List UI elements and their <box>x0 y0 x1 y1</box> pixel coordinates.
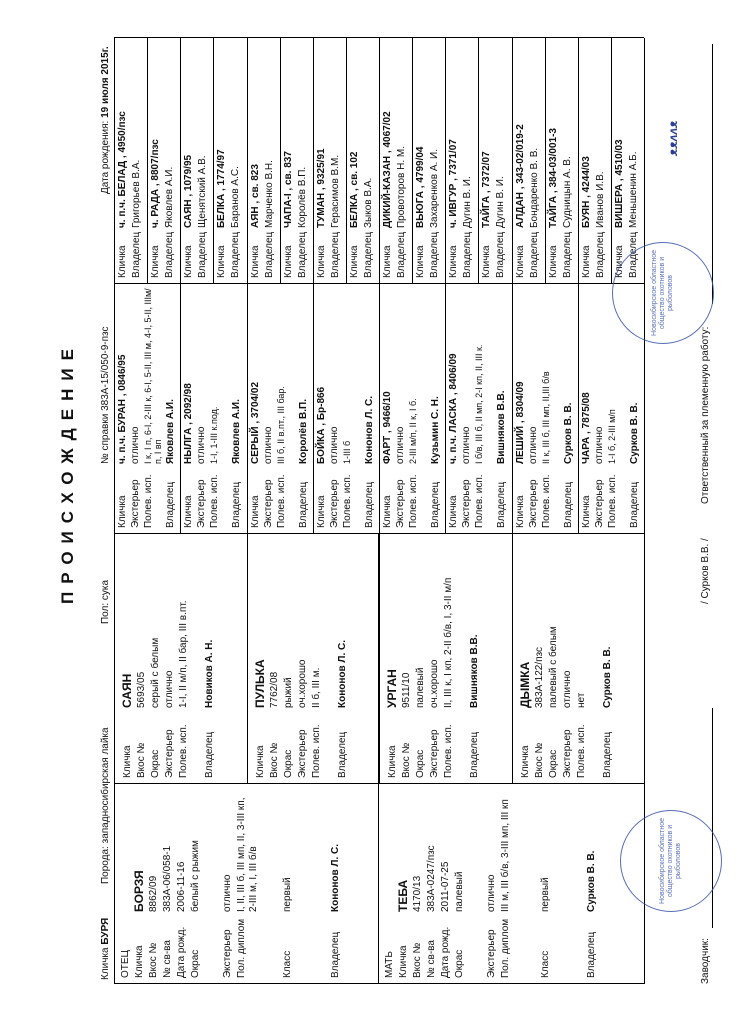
g2-exterior-label: Экстерьер <box>164 729 175 778</box>
g3-name: ч. п.ч. ЛАСКА , 8406/09 <box>448 353 460 464</box>
father-owner-label: Владелец <box>330 931 341 978</box>
g2-exterior: отлично <box>164 670 175 708</box>
g3-exterior: отлично <box>196 426 208 464</box>
g4-owner-label: Владелец <box>528 231 540 278</box>
g3-exterior-label: Экстерьер <box>328 479 340 528</box>
g3-field-label: Полев. исп. <box>606 474 618 528</box>
g4-owner-label: Владелец <box>495 231 507 278</box>
g2-vkos-label: Вкос № <box>268 742 280 778</box>
g4-name: ВЬЮГА , 4799/04 <box>415 146 427 228</box>
dog-name-row <box>100 918 112 980</box>
certificate-value: 383А-15/050-9-пзс <box>100 326 111 411</box>
father-diploma-label: Пол. диплом <box>236 918 247 978</box>
g4-name: АЯН , св. 823 <box>249 164 261 228</box>
mother-role: МАТЬ <box>384 951 395 978</box>
g2-name: ДЫМКА <box>517 661 532 708</box>
row-divider <box>180 38 181 284</box>
row-divider <box>578 38 579 284</box>
g2-field: II, III к, I кп, 2-II б/в, I, 3-II м/п <box>443 577 454 708</box>
father-color-label: Окрас <box>190 949 201 978</box>
g3-name-label: Кличка <box>249 495 261 528</box>
g4-name-label: Кличка <box>249 245 261 278</box>
g4-owner: Зыков В.А. <box>362 177 374 228</box>
certificate-row <box>100 327 112 465</box>
father-color: белый с рыжим <box>190 840 201 912</box>
mother-sv: 383А-0247/пзс <box>426 845 437 912</box>
g3-exterior: отлично <box>395 426 406 464</box>
g2-vkos-label: Вкос № <box>533 742 545 778</box>
birth-value: 19 июля 2015г. <box>100 46 111 118</box>
g4-owner-label: Владелец <box>462 231 474 278</box>
birth-label: Дата рождения: <box>100 120 111 194</box>
g3-field-label: Полев. исп. <box>408 474 419 528</box>
g3-exterior-label: Экстерьер <box>196 479 208 528</box>
g2-owner: Новиков А. Н. <box>204 639 215 708</box>
g2-name: ПУЛЬКА <box>252 659 267 708</box>
g3-exterior: отлично <box>328 426 340 464</box>
g2-field: II б, III м. <box>310 667 322 708</box>
g3-name: ФАРТ , 9466/10 <box>382 391 393 464</box>
g4-owner-label: Владелец <box>296 231 308 278</box>
father-exterior-label: Экстерьер <box>222 929 233 978</box>
mother-sv-label: № св-ва <box>426 940 437 978</box>
g3-field: 1-I, 1-III к.под. <box>209 406 220 464</box>
g4-owner: Захаренков А. И. <box>429 148 441 228</box>
father-vkos: 8862/09 <box>148 875 159 912</box>
page-title: ПРОИСХОЖДЕНИЕ <box>58 341 77 604</box>
g2-name: САЯН <box>120 673 134 708</box>
mother-color: палевый <box>454 871 465 912</box>
g4-name: ТУМАН , 9325/91 <box>315 148 327 228</box>
father-vkos-label: Вкос № <box>148 942 159 978</box>
g4-name: ДИКИЙ-КАЗАН , 4067/02 <box>382 111 393 228</box>
g4-owner: Дугин В. И. <box>462 176 474 228</box>
g4-name-label: Кличка <box>348 245 360 278</box>
g4-name-label: Кличка <box>282 245 294 278</box>
father-exterior: отлично <box>222 874 233 912</box>
row-divider <box>346 38 347 284</box>
g3-field-label: Полев. исп. <box>209 474 221 528</box>
g3-exterior-label: Экстерьер <box>395 479 406 528</box>
father-name: БОРЗЯ <box>132 870 146 912</box>
g3-owner: Кононов Л. С. <box>363 395 375 464</box>
g4-name-label: Кличка <box>580 245 592 278</box>
g2-vkos: 9511/10 <box>401 672 412 708</box>
row-divider <box>180 284 181 534</box>
g3-name-label: Кличка <box>183 495 195 528</box>
g4-name-label: Кличка <box>183 245 195 278</box>
g4-owner: Иванов И.В. <box>594 171 606 228</box>
g3-exterior-label: Экстерьер <box>527 479 539 528</box>
g2-vkos-label: Вкос № <box>136 742 147 778</box>
g3-field-label: Полев. исп. <box>540 474 552 528</box>
row-divider <box>545 38 546 284</box>
g4-owner: Королёв В.П. <box>296 166 308 228</box>
row-divider <box>247 284 248 534</box>
name-label: Кличка <box>100 947 111 980</box>
g2-exterior-label: Экстерьер <box>429 729 440 778</box>
g2-vkos-label: Вкос № <box>401 742 412 778</box>
g3-owner: Вишняков В.В. <box>496 390 508 464</box>
row-divider <box>313 38 314 284</box>
g4-owner-label: Владелец <box>362 231 374 278</box>
g4-name-label: Кличка <box>547 245 559 278</box>
row-divider <box>412 38 413 284</box>
g3-name-label: Кличка <box>514 495 526 528</box>
mother-klass-label: Класс <box>540 950 551 978</box>
g3-exterior: отлично <box>262 426 274 464</box>
row-divider <box>313 284 314 534</box>
g3-name-label: Кличка <box>117 495 128 528</box>
sex-value: сука <box>100 579 111 601</box>
g3-exterior-label: Экстерьер <box>262 479 274 528</box>
g3-name: СЕРЫЙ , 3704/02 <box>249 381 261 464</box>
g3-owner-label: Владелец <box>628 481 640 528</box>
stamp-text: Новосибирское областное общество охотников и рыболовов <box>659 818 682 904</box>
g3-owner-label: Владелец <box>562 481 574 528</box>
father-klass: первый <box>282 877 293 912</box>
g3-owner: Кузьмин С. Н. <box>430 396 441 464</box>
father-born-label: Дата рожд. <box>176 926 187 978</box>
row-divider <box>478 38 479 284</box>
row-divider <box>578 284 579 534</box>
g4-owner: Яковлев А.И. <box>164 166 176 228</box>
row-divider <box>379 284 380 534</box>
g2-color-label: Окрас <box>282 749 294 778</box>
row-divider <box>611 38 612 284</box>
mother-vkos: 4170/13 <box>412 875 423 912</box>
g2-name-label: Кличка <box>519 745 531 778</box>
organization-stamp <box>620 810 722 912</box>
g2-owner: Сурков В. В. <box>601 646 613 708</box>
g4-owner: Щенятский А.В. <box>197 155 209 228</box>
father-klass-label: Класс <box>282 950 293 978</box>
g3-owner-label: Владелец <box>165 481 176 528</box>
g2-field-label: Полев. исп. <box>443 724 454 778</box>
g4-owner: Бондаренко В. В. <box>528 147 540 228</box>
g4-owner-label: Владелец <box>197 231 209 278</box>
g2-field-label: Полев. исп. <box>310 724 322 778</box>
g2-color: палевый <box>415 667 426 708</box>
g2-exterior-label: Экстерьер <box>296 729 308 778</box>
g4-name: ч. ИВГУР , 7371/07 <box>448 139 460 228</box>
g3-owner: Сурков В. В. <box>562 402 574 464</box>
g3-field: I б/в, III б, II мп, 2-I кп, II, III к. <box>474 344 485 464</box>
g3-owner: Яковлев А.И. <box>231 399 243 464</box>
g2-exterior: отлично <box>561 670 573 708</box>
g2-exterior: оч.хорошо <box>429 659 440 708</box>
g4-name-label: Кличка <box>514 245 526 278</box>
father-role: ОТЕЦ <box>120 950 131 978</box>
g3-exterior: отлично <box>461 426 473 464</box>
g3-field: 1-I б, 2-III м/п <box>606 409 617 464</box>
g4-name-label: Кличка <box>613 245 625 278</box>
g2-field: нет <box>575 692 587 708</box>
g2-field-label: Полев. исп. <box>575 724 587 778</box>
mother-name: ТЕБА <box>396 879 410 912</box>
signer-name: / Сурков В.В. / <box>700 538 711 604</box>
responsible-label: Ответственный за племенную работу: <box>700 326 711 504</box>
g4-owner: Марченко В.Н. <box>263 160 275 228</box>
g3-name: БОЙКА , Бр-866 <box>315 386 327 464</box>
g2-name-label: Кличка <box>254 745 266 778</box>
mother-diploma-label: Пол. диплом <box>500 918 511 978</box>
g2-color: рыжий <box>282 677 294 708</box>
breeder-label: Заводчик: <box>700 938 711 984</box>
g4-owner-label: Владелец <box>131 231 142 278</box>
g3-field: 1-III б <box>341 440 352 464</box>
mother-klass: первый <box>540 877 551 912</box>
mother-exterior-label: Экстерьер <box>486 929 497 978</box>
g4-owner-label: Владелец <box>561 231 573 278</box>
g4-name-label: Кличка <box>415 245 427 278</box>
g3-field: I к, I п, 6-I, 2-III к, 6-I, 5-II, III м, 4-I, 5-II, IIIм/п, I вп <box>143 288 163 464</box>
g4-owner-label: Владелец <box>230 231 242 278</box>
g3-field-label: Полев. исп. <box>143 474 154 528</box>
g3-name: ЧАРА , 7875/08 <box>580 392 592 464</box>
g4-owner: Баранов А.С. <box>230 166 242 228</box>
g3-owner-label: Владелец <box>430 481 441 528</box>
g4-name-label: Кличка <box>481 245 493 278</box>
g3-exterior-label: Экстерьер <box>593 479 605 528</box>
g4-owner: Судницын А. В. <box>561 156 573 228</box>
g4-name: БУЯН , 4244/03 <box>580 156 592 228</box>
handwritten-signature: ᴥᴥᴧᴧᴥ <box>666 120 680 156</box>
g3-exterior: отлично <box>593 426 605 464</box>
row-divider <box>379 38 380 284</box>
g2-owner-label: Владелец <box>469 731 480 778</box>
row-divider <box>445 38 446 284</box>
g2-owner-label: Владелец <box>601 731 613 778</box>
sex-label: Пол: <box>100 602 111 624</box>
g4-name: БЕЛКА , св. 102 <box>348 151 360 228</box>
mother-diploma: III м, III б/в, 3-III мп, III кп <box>500 799 511 912</box>
g3-field-label: Полев. исп. <box>275 474 287 528</box>
g4-name-label: Кличка <box>448 245 460 278</box>
birth-row <box>100 46 112 194</box>
breed-row <box>100 727 112 884</box>
mother-exterior: отлично <box>486 874 497 912</box>
breed-value: западносибирская лайка <box>100 727 111 844</box>
row-divider <box>280 38 281 284</box>
organization-stamp-2 <box>612 242 714 344</box>
g4-name: САЯН , 1079/95 <box>183 154 195 228</box>
g2-vkos: 383А-122/пзс <box>533 646 545 708</box>
row-divider <box>512 534 513 784</box>
g4-name: ч. п.ч. БЕЛАД , 4950/пзс <box>117 111 128 228</box>
mother-owner-label: Владелец <box>586 931 597 978</box>
g2-color-label: Окрас <box>150 749 161 778</box>
row-divider <box>379 534 380 784</box>
mother-born: 2011-07-25 <box>440 861 451 912</box>
mother-owner: Сурков В. В. <box>586 850 597 912</box>
g2-exterior: оч.хорошо <box>296 659 308 708</box>
g3-field: 2-III м/п, II к, I б. <box>408 398 418 464</box>
g2-name: УРГАН <box>385 669 399 708</box>
g2-owner-label: Владелец <box>336 731 348 778</box>
g3-name-label: Кличка <box>315 495 327 528</box>
father-owner: Кононов Л. С. <box>330 843 341 912</box>
g4-name: БЕЛКА , 1774/97 <box>216 149 228 228</box>
g2-owner: Вишняков В.В. <box>469 634 480 708</box>
g3-owner-label: Владелец <box>496 481 508 528</box>
g4-name-label: Кличка <box>382 245 393 278</box>
mother-color-label: Окрас <box>454 949 465 978</box>
g2-color: палевый с белым <box>547 626 559 708</box>
g3-exterior: отлично <box>130 426 141 464</box>
breed-label: Порода: <box>100 846 111 884</box>
g4-owner: Меньшенин А.Б. <box>627 151 639 228</box>
g4-owner-label: Владелец <box>429 231 441 278</box>
g3-name: НЫЛГА , 2092/98 <box>183 383 195 464</box>
g4-owner-label: Владелец <box>627 231 639 278</box>
g3-name: ЛЕШИЙ , 8304/09 <box>514 381 526 464</box>
father-sv-label: № св-ва <box>162 940 173 978</box>
row-divider <box>147 38 148 284</box>
g4-owner-label: Владелец <box>164 231 176 278</box>
mother-vkos-label: Вкос № <box>412 942 423 978</box>
g2-name-label: Кличка <box>122 745 133 778</box>
stamp-text-2: Новосибирское областное общество охотников и рыболовов <box>651 250 674 336</box>
g3-name-label: Кличка <box>448 495 460 528</box>
g2-field: 1-I, II м/п, II бар, III в.пт. <box>178 600 189 708</box>
row-divider <box>247 534 248 784</box>
g3-exterior-label: Экстерьер <box>461 479 473 528</box>
g4-name: АЛДАН , 343-02/019-2 <box>514 124 526 228</box>
row-divider <box>445 284 446 534</box>
g3-field-label: Полев. исп. <box>474 474 486 528</box>
g4-name: ч. РАДА , 8807/пзс <box>150 139 162 228</box>
g3-owner-label: Владелец <box>297 481 309 528</box>
g4-name-label: Кличка <box>216 245 228 278</box>
g4-owner-label: Владелец <box>263 231 275 278</box>
g3-owner: Королёв В.П. <box>297 399 309 464</box>
g3-owner: Яковлев А.И. <box>165 399 176 464</box>
g2-owner-label: Владелец <box>204 731 215 778</box>
g4-owner: Дугин В. И. <box>495 176 507 228</box>
mother-name-label: Кличка <box>398 945 409 978</box>
g4-name: ТАЙГА , 7372/07 <box>481 151 493 228</box>
g2-name-label: Кличка <box>387 745 398 778</box>
g3-owner-label: Владелец <box>231 481 243 528</box>
row-divider <box>213 38 214 284</box>
g3-owner-label: Владелец <box>363 481 375 528</box>
g3-name-label: Кличка <box>382 495 393 528</box>
g2-vkos: 5693/05 <box>136 671 147 708</box>
father-born: 2006-11-16 <box>176 861 187 912</box>
g4-owner-label: Владелец <box>329 231 341 278</box>
dog-name: БУРЯ <box>100 917 111 945</box>
g2-field-label: Полев. исп. <box>178 724 189 778</box>
row-divider <box>512 38 513 284</box>
g4-owner: Герасимов В.М. <box>329 154 341 228</box>
g4-name: ТАЙГА , 384-03/001-3 <box>547 128 559 228</box>
g4-owner-label: Владелец <box>396 231 407 278</box>
g2-owner: Кононов Л. С. <box>336 639 348 708</box>
g2-color-label: Окрас <box>415 749 426 778</box>
mother-born-label: Дата рожд. <box>440 926 451 978</box>
g3-field-label: Полев. исп. <box>341 474 353 528</box>
row-divider <box>512 284 513 534</box>
father-sv: 383А-06/058-1 <box>162 845 173 912</box>
row-divider <box>247 38 248 284</box>
g2-vkos: 7762/08 <box>268 671 280 708</box>
g2-exterior-label: Экстерьер <box>561 729 573 778</box>
g4-name: ВИШЕРА , 4510/03 <box>613 139 625 228</box>
g3-exterior-label: Экстерьер <box>130 479 141 528</box>
father-diploma: I, II, III б, III мп, II, 3-III кп, 2-III м, I, III б/в <box>236 797 259 912</box>
sex-row <box>100 580 112 624</box>
g4-name: ЧАПА-I , св. 837 <box>282 151 294 228</box>
g4-name-label: Кличка <box>315 245 327 278</box>
g4-name-label: Кличка <box>117 245 128 278</box>
g4-owner: Григорьев В.А. <box>131 159 142 228</box>
g2-color-label: Окрас <box>547 749 559 778</box>
g3-exterior: отлично <box>527 426 539 464</box>
g3-owner: Сурков В. В. <box>628 402 640 464</box>
g2-color: серый с белым <box>150 637 161 708</box>
father-name-label: Кличка <box>134 945 145 978</box>
g3-name: ч. п.ч. БУРАН , 0846/95 <box>117 354 128 464</box>
g3-field: II к, III б, III мп, II,III б/в <box>540 371 551 464</box>
g4-owner-label: Владелец <box>594 231 606 278</box>
g4-owner: Провоторов Н. М. <box>396 146 407 228</box>
g3-field: III б, II в.пт., III бар. <box>275 386 286 464</box>
g3-name-label: Кличка <box>580 495 592 528</box>
g4-name-label: Кличка <box>150 245 162 278</box>
certificate-label: № справки <box>100 413 111 464</box>
